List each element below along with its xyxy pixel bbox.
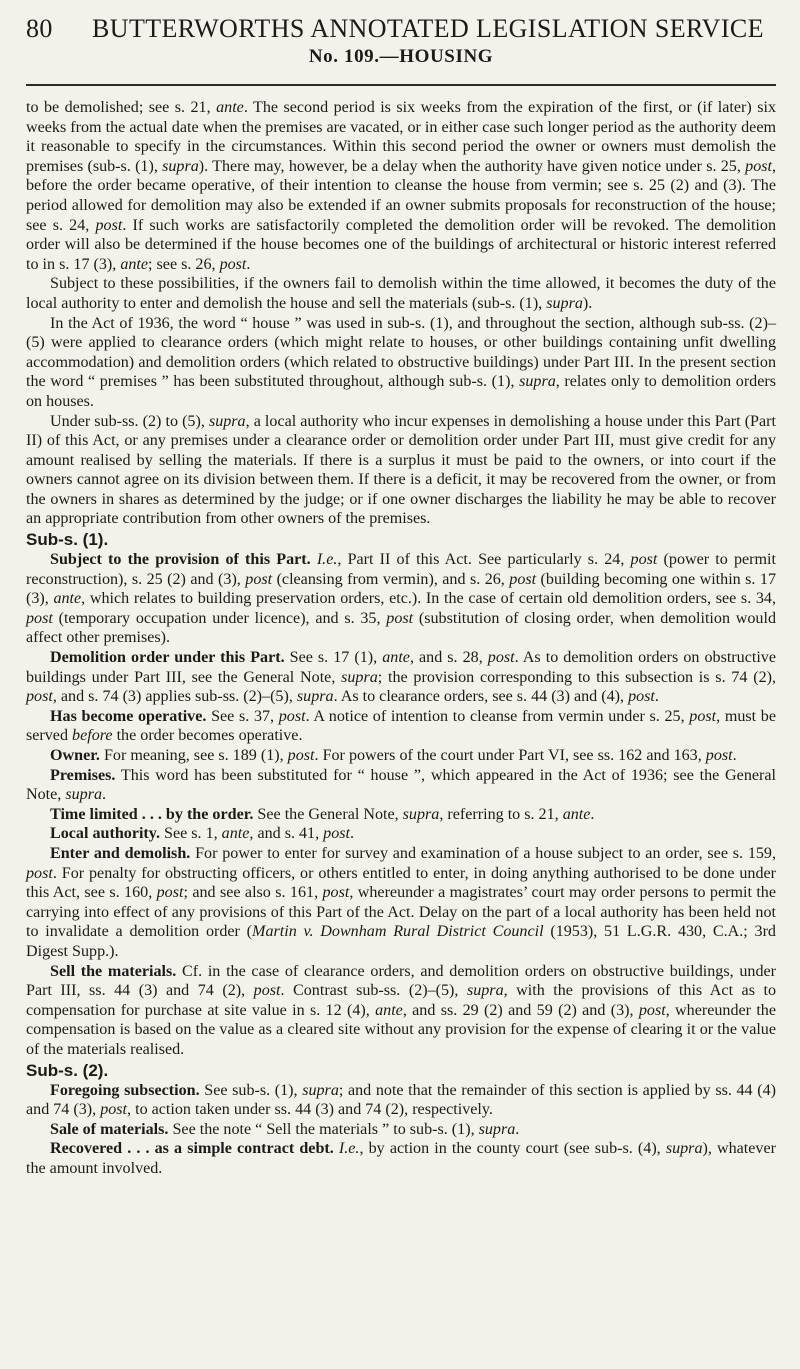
note-paragraph: Foregoing subsection. See sub-s. (1), supra; and note that the remainder of this section is applied by ss. 44 (4) and 74 (3), post, to action taken under ss. 44 (3) and 74 (2), respectively.	[26, 1081, 777, 1119]
italic-ref: post	[287, 747, 315, 764]
note-paragraph: Enter and demolish. For power to enter for survey and examination of a house subject to an order, see s. 159, post. For penalty for obstructing officers, or others entitled to enter, in doing anything authorised to be done under this Act, see s. 160, post; and see also s. 161, post, whereunder a magistrates’ court may order persons to permit the carrying into effect of any provisions of this Part of the Act. Delay on the part of a local authority has been held not to invalidate a demolition order (Martin v. Downham Rural District Council (1953), 51 L.G.R. 430, C.A.; 3rd Digest Supp.).	[26, 844, 776, 960]
italic-ref: I.e.	[316, 551, 338, 569]
italic-ref: post	[278, 707, 306, 725]
italic-ref: ante	[382, 649, 410, 667]
head-line	[26, 14, 776, 44]
italic-ref: Martin v. Downham Rural District Council	[252, 923, 544, 941]
note-keyword: Has become operative.	[50, 707, 207, 725]
italic-ref: post	[745, 157, 772, 175]
italic-ref: supra	[546, 294, 583, 312]
italic-ref: ante	[53, 590, 82, 608]
note-keyword: Time limited . . . by the order.	[50, 805, 254, 823]
italic-ref: before	[72, 727, 113, 745]
note-paragraph: Has become operative. See s. 37, post. A notice of intention to cleanse from vermin under s. 25, post, must be served before the order becomes operative.	[26, 707, 776, 745]
note-keyword: Owner.	[50, 747, 100, 764]
italic-ref: supra	[519, 373, 556, 391]
section-heading: Sub-s. (2).	[26, 1060, 109, 1080]
italic-ref: ante	[375, 1001, 403, 1019]
note-keyword: Sell the materials.	[50, 962, 177, 980]
note-keyword: Recovered . . . as a simple contract debt.	[50, 1140, 334, 1158]
paragraph: Under sub-ss. (2) to (5), supra, a local authority who incur expenses in demolishing a house under this Part (Part II) of this Act, or any premises under a clearance order or demolition order under Part III, must give credit for any amount realised by selling the materials. If there is a surplus it must be paid to the owners, or into court if the owners cannot agree on its division between them. If there is a deficit, it may be recovered from the owner, or from the owners in shares as determined by the judge; or if one owner discharges the liability he may be able to recover an appropriate contribution from other owners of the premises.	[26, 412, 776, 528]
paragraph: Subject to these possibilities, if the owners fail to demolish within the time allowed, it becomes the duty of the local authority to enter and demolish the house and sell the materials (sub-s. (1), supra).	[26, 275, 776, 312]
page-number: 80	[26, 14, 53, 43]
section-heading: Sub-s. (1).	[26, 530, 109, 550]
note-keyword: Sale of materials.	[50, 1120, 169, 1138]
italic-ref: post	[322, 884, 350, 902]
italic-ref: post	[95, 216, 123, 234]
italic-ref: post	[638, 1001, 666, 1019]
italic-ref: supra	[296, 688, 334, 706]
italic-ref: post	[253, 982, 281, 1000]
italic-ref: supra	[478, 1120, 516, 1138]
italic-ref: supra	[302, 1081, 339, 1099]
italic-ref: I.e.	[338, 1140, 360, 1158]
note-paragraph: Time limited . . . by the order. See the General Note, supra, referring to s. 21, ante.	[50, 805, 595, 823]
italic-ref: post	[689, 707, 717, 725]
act-title: No. 109.—HOUSING	[308, 46, 494, 67]
series-title: BUTTERWORTHS ANNOTATED LEGISLATION SERVICE	[92, 14, 764, 43]
note-paragraph: Recovered . . . as a simple contract debt. I.e., by action in the county court (see sub-s. (4), supra), whatever the amount involved.	[26, 1140, 776, 1177]
note-keyword: Subject to the provision of this Part.	[50, 551, 311, 569]
italic-ref: supra	[402, 805, 440, 823]
italic-ref: supra	[665, 1140, 703, 1158]
note-keyword: Demolition order under this Part.	[50, 649, 285, 667]
italic-ref: post	[323, 825, 350, 843]
italic-ref: post	[156, 884, 184, 902]
running-head	[26, 0, 776, 68]
italic-ref: ante	[221, 825, 250, 843]
italic-ref: supra	[466, 982, 504, 1000]
note-paragraph: Sell the materials. Cf. in the case of clearance orders, and demolition orders on obstructive buildings, under Part III, ss. 44 (3) and 74 (2), post. Contrast sub-ss. (2)–(5), supra, with the provisions of this Act as to compensation for purchase at site value in s. 12 (4), ante, and ss. 29 (2) and 59 (2) and (3), post, whereunder the compensation is based on the value as a cleared site without any provision for the expense of clearing it or the value of the materials realised.	[26, 962, 776, 1058]
italic-ref: supra	[162, 157, 199, 175]
note-paragraph: Subject to the provision of this Part. I.e., Part II of this Act. See particularly s. 24, post (power to permit reconstruction), s. 25 (2) and (3), post (cleansing from vermin), and s. 26, post (building becoming one within s. 17 (3), ante, which relates to building preservation orders, etc.). In the case of certain old demolition orders, see s. 34, post (temporary occupation under licence), and s. 35, post (substitution of closing order, when demolition would affect other premises).	[26, 551, 776, 647]
italic-ref: post	[509, 570, 537, 588]
italic-ref: post	[487, 649, 515, 667]
italic-ref: supra	[341, 668, 378, 686]
note-keyword: Foregoing subsection.	[50, 1081, 200, 1099]
paragraph: to be demolished; see s. 21, ante. The second period is six weeks from the expiration of the first, or (if later) six weeks from the actual date when the premises are vacated, or in either case such longer period as the authority deem it reasonable to specify in the circumstances. Within this second period the owner or owners must demolish the premises (sub-s. (1), supra). There may, however, be a delay when the authority have given notice under s. 25, post, before the order became operative, of their intention to cleanse the house from vermin; see s. 25 (2) and (3). The period allowed for demolition may also be extended if an owner submits proposals for reconstruction of the house; see s. 24, post. If such works are satisfactorily completed the demolition order will be revoked. The demolition order will also be determined if the house becomes one of the buildings of architectural or historic interest referred to in s. 17 (3), ante; see s. 26, post.	[26, 99, 777, 273]
italic-ref: post	[100, 1101, 128, 1119]
italic-ref: post	[26, 864, 53, 882]
italic-ref: ante	[562, 805, 591, 823]
annotation-text	[26, 98, 776, 1178]
italic-ref: post	[26, 609, 53, 627]
note-paragraph: Local authority. See s. 1, ante, and s. 41, post.	[50, 825, 355, 843]
italic-ref: post	[219, 255, 247, 273]
italic-ref: post	[26, 688, 53, 706]
note-paragraph: Premises. This word has been substituted for “ house ”, which appeared in the Act of 1936; see the General Note, supra.	[26, 766, 776, 804]
italic-ref: post	[386, 609, 414, 627]
note-keyword: Premises.	[50, 766, 116, 784]
note-paragraph: Demolition order under this Part. See s. 17 (1), ante, and s. 28, post. As to demolition orders on obstructive buildings under Part III, see the General Note, supra; the provision corresponding to this subsection is s. 74 (2), post, and s. 74 (3) applies sub-ss. (2)–(5), supra. As to clearance orders, see s. 44 (3) and (4), post.	[26, 649, 776, 706]
italic-ref: ante	[120, 255, 149, 273]
italic-ref: supra	[208, 412, 246, 430]
note-paragraph: Owner. For meaning, see s. 189 (1), post. For powers of the court under Part VI, see ss. 162 and 163, post.	[50, 747, 737, 764]
italic-ref: post	[630, 551, 658, 569]
paragraph: In the Act of 1936, the word “ house ” was used in sub-s. (1), and throughout the section, although sub-ss. (2)–(5) were applied to clearance orders (which might relate to houses, or other buildings containing unfit dwelling accommodation) and demolition orders (which related to obstructive buildings) under Part III. In the present section the word “ premises ” has been substituted throughout, although sub-s. (1), supra, relates only to demolition orders on houses.	[26, 314, 776, 410]
italic-ref: post	[705, 747, 733, 764]
italic-ref: post	[245, 570, 273, 588]
italic-ref: ante	[216, 99, 244, 116]
note-paragraph: Sale of materials. See the note “ Sell the materials ” to sub-s. (1), supra.	[50, 1120, 520, 1138]
italic-ref: supra	[65, 786, 103, 804]
italic-ref: post	[628, 688, 655, 706]
note-keyword: Enter and demolish.	[50, 844, 191, 862]
header-rule	[26, 84, 776, 86]
note-keyword: Local authority.	[50, 825, 160, 843]
